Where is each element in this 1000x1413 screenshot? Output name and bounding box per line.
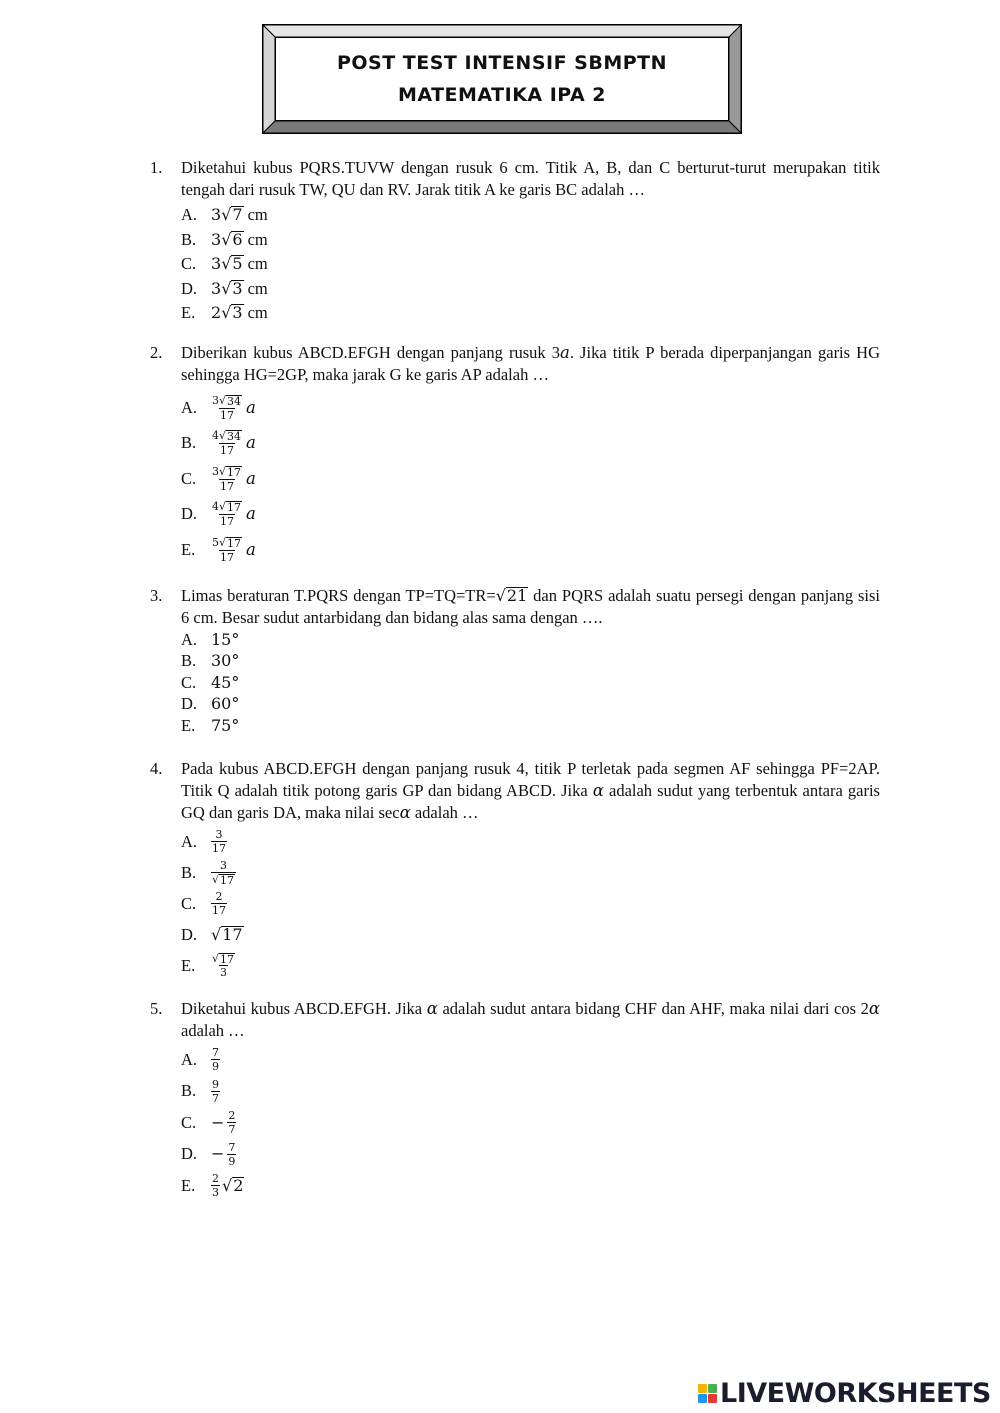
sign: − bbox=[211, 1112, 225, 1132]
option-letter: B. bbox=[181, 229, 197, 249]
text-part: dan PQRS adalah suatu persegi dengan panjang sisi 6 cm. Besar sudut antarbidang dan bidang alas sama dengan …. bbox=[181, 586, 880, 627]
logo-cell bbox=[708, 1384, 717, 1393]
fraction: 3 √ 17 bbox=[212, 858, 235, 887]
unit: cm bbox=[247, 205, 268, 225]
radicand: 17 bbox=[222, 924, 243, 944]
option-value: 15° bbox=[211, 629, 240, 649]
denominator: 17 bbox=[220, 444, 234, 458]
text-part: adalah sudut antara bidang CHF dan AHF, maka nilai dari cos 2 bbox=[437, 999, 869, 1018]
text-part: . Jika titik P berada diperpanjangan garis HG sehingga HG=2GP, maka jarak G ke garis AP adalah … bbox=[181, 343, 881, 384]
option-letter: D. bbox=[181, 924, 198, 944]
page-title: POST TEST INTENSIF SBMPTN bbox=[336, 52, 668, 74]
denominator: 17 bbox=[212, 904, 226, 917]
coefficient: 3 bbox=[211, 229, 222, 249]
math-variable: a bbox=[246, 397, 256, 417]
question-number: 2. bbox=[150, 343, 163, 362]
option-d[interactable] bbox=[181, 919, 880, 950]
numerator: 7 bbox=[228, 1140, 236, 1154]
question-text bbox=[181, 585, 880, 629]
math-variable: a bbox=[246, 504, 256, 524]
option-list bbox=[181, 826, 880, 981]
option-c[interactable] bbox=[181, 1107, 880, 1139]
question-number: 4. bbox=[150, 759, 163, 778]
denominator: 7 bbox=[228, 1123, 236, 1137]
math-variable: a bbox=[559, 343, 570, 362]
option-value: 60° bbox=[211, 694, 240, 714]
sqrt-symbol: √ 6 bbox=[221, 229, 243, 249]
question-number: 3. bbox=[150, 586, 163, 605]
option-list bbox=[181, 1044, 880, 1202]
question-number: 5. bbox=[150, 999, 163, 1018]
math-variable: a bbox=[246, 433, 256, 453]
numerator: 2 bbox=[215, 890, 223, 903]
unit: cm bbox=[247, 303, 268, 323]
option-b[interactable] bbox=[181, 426, 880, 462]
fraction: √ 17 3 bbox=[212, 951, 235, 980]
option-e[interactable] bbox=[181, 1170, 880, 1202]
option-letter: E. bbox=[181, 715, 196, 735]
sqrt-symbol: √ 2 bbox=[222, 1175, 244, 1195]
question-2 bbox=[150, 342, 880, 568]
logo-cell bbox=[698, 1384, 707, 1393]
denominator: 9 bbox=[228, 1154, 236, 1168]
fraction bbox=[211, 1172, 220, 1199]
fraction bbox=[211, 1078, 220, 1105]
numerator: 2 bbox=[228, 1109, 236, 1123]
radicand: 6 bbox=[232, 229, 243, 249]
unit: cm bbox=[247, 278, 268, 298]
denominator: 17 bbox=[212, 842, 226, 855]
logo-text: LIVEWORKSHEETS bbox=[720, 1377, 991, 1409]
question-text bbox=[181, 998, 880, 1042]
radicand: 7 bbox=[232, 205, 243, 225]
fraction bbox=[227, 1109, 236, 1136]
question-3 bbox=[150, 585, 880, 737]
option-letter: D. bbox=[181, 278, 198, 298]
coefficient: 3 bbox=[211, 254, 222, 274]
coefficient: 5 bbox=[212, 535, 219, 549]
text-part: Pada kubus ABCD.EFGH dengan panjang rusuk 4, titik P terletak pada segmen AF sehingga PF=2AP. Titik Q adalah titik potong garis GP dan bidang ABCD. Jika bbox=[181, 759, 880, 800]
option-a[interactable] bbox=[181, 826, 880, 857]
option-letter: B. bbox=[181, 862, 197, 882]
option-d[interactable] bbox=[181, 277, 880, 302]
option-letter: B. bbox=[181, 651, 197, 671]
option-letter: B. bbox=[181, 1081, 197, 1101]
option-value: 75° bbox=[211, 715, 240, 735]
sqrt-symbol: √ 21 bbox=[495, 586, 528, 605]
fraction: 4√ 34 17 bbox=[212, 429, 242, 458]
sqrt-symbol: √ 3 bbox=[221, 278, 243, 298]
option-list bbox=[181, 390, 880, 568]
option-letter: A. bbox=[181, 1049, 198, 1069]
denominator: 7 bbox=[212, 1091, 219, 1105]
math-variable: α bbox=[592, 781, 604, 800]
radicand: 34 bbox=[227, 430, 242, 444]
option-b[interactable] bbox=[181, 651, 880, 673]
option-e[interactable] bbox=[181, 715, 880, 737]
option-letter: A. bbox=[181, 629, 198, 649]
numerator: 3 bbox=[215, 828, 223, 841]
title-inner bbox=[275, 37, 729, 121]
coefficient: 3 bbox=[211, 278, 222, 298]
option-c[interactable] bbox=[181, 461, 880, 497]
logo-cell bbox=[708, 1394, 717, 1403]
option-list bbox=[181, 629, 880, 737]
coefficient: 4 bbox=[212, 500, 219, 514]
option-c[interactable] bbox=[181, 888, 880, 919]
radicand: 17 bbox=[227, 501, 242, 515]
unit: cm bbox=[247, 254, 268, 274]
option-letter: D. bbox=[181, 694, 198, 714]
text-part: adalah sudut yang terbentuk antara garis GQ dan garis DA, maka nilai sec bbox=[181, 781, 880, 822]
option-letter: A. bbox=[181, 397, 198, 417]
radicand: 21 bbox=[506, 586, 528, 605]
question-text: Diketahui kubus PQRS.TUVW dengan rusuk 6 cm. Titik A, B, dan C berturut-turut merupakan titik tengah dari rusuk TW, QU dan RV. Jarak titik A ke garis BC adalah … bbox=[181, 158, 880, 199]
option-a[interactable] bbox=[181, 629, 880, 651]
question-4 bbox=[150, 758, 880, 981]
liveworksheets-logo[interactable] bbox=[698, 1378, 991, 1408]
option-letter: E. bbox=[181, 303, 196, 323]
math-variable: a bbox=[246, 539, 256, 559]
numerator: 7 bbox=[212, 1046, 219, 1060]
text-part: Limas beraturan T.PQRS dengan TP=TQ=TR= bbox=[181, 586, 496, 605]
option-b[interactable] bbox=[181, 228, 880, 253]
question-number: 1. bbox=[150, 158, 163, 177]
denominator: 17 bbox=[220, 550, 234, 564]
option-d[interactable] bbox=[181, 497, 880, 533]
option-letter: E. bbox=[181, 955, 196, 975]
text-part: adalah … bbox=[181, 1021, 245, 1040]
radicand: 5 bbox=[232, 254, 243, 274]
denominator: 3 bbox=[220, 966, 227, 980]
option-a[interactable] bbox=[181, 1044, 880, 1076]
logo-grid-icon bbox=[698, 1384, 717, 1403]
sqrt-symbol: √ 17 bbox=[211, 924, 243, 944]
denominator: 17 bbox=[220, 515, 234, 529]
math-variable: α bbox=[399, 803, 411, 822]
page-subtitle: MATEMATIKA IPA 2 bbox=[397, 84, 607, 106]
denominator: 17 bbox=[220, 408, 234, 422]
coefficient: 3 bbox=[211, 205, 222, 225]
option-letter: D. bbox=[181, 504, 198, 524]
radicand: 3 bbox=[232, 278, 243, 298]
option-letter: C. bbox=[181, 254, 197, 274]
math-variable: α bbox=[426, 999, 438, 1018]
option-list bbox=[181, 203, 880, 326]
fraction: 5√ 17 17 bbox=[212, 535, 242, 564]
question-text bbox=[181, 342, 880, 386]
text-part: Diberikan kubus ABCD.EFGH dengan panjang rusuk 3 bbox=[181, 343, 560, 362]
math-variable: α bbox=[868, 999, 881, 1018]
sqrt-symbol: √ 5 bbox=[221, 254, 243, 274]
question-5 bbox=[150, 998, 880, 1202]
option-letter: C. bbox=[181, 1112, 197, 1132]
option-letter: C. bbox=[181, 468, 197, 488]
radicand: 17 bbox=[227, 536, 242, 550]
radicand: 34 bbox=[227, 394, 242, 408]
option-b[interactable] bbox=[181, 1076, 880, 1108]
option-letter: B. bbox=[181, 433, 197, 453]
unit: cm bbox=[247, 229, 268, 249]
option-a[interactable] bbox=[181, 390, 880, 426]
fraction bbox=[211, 1046, 220, 1073]
option-e[interactable] bbox=[181, 532, 880, 568]
question-1 bbox=[150, 157, 880, 326]
coefficient: 3 bbox=[212, 393, 219, 407]
option-d[interactable] bbox=[181, 1139, 880, 1171]
option-e[interactable] bbox=[181, 950, 880, 981]
option-e[interactable] bbox=[181, 301, 880, 326]
fraction bbox=[211, 828, 227, 855]
sign: − bbox=[211, 1144, 225, 1164]
sqrt-symbol: √ 3 bbox=[221, 303, 243, 323]
option-letter: E. bbox=[181, 539, 196, 559]
option-b[interactable] bbox=[181, 857, 880, 888]
fraction: 3√ 34 17 bbox=[212, 393, 242, 422]
fraction bbox=[227, 1141, 236, 1168]
radicand: 17 bbox=[220, 873, 235, 887]
option-letter: A. bbox=[181, 831, 198, 851]
option-d[interactable] bbox=[181, 694, 880, 716]
denominator: 3 bbox=[212, 1186, 219, 1200]
numerator: 2 bbox=[212, 1172, 219, 1186]
question-text bbox=[181, 758, 880, 824]
numerator: 3 bbox=[220, 858, 227, 872]
option-value: 45° bbox=[211, 672, 240, 692]
radicand: 17 bbox=[227, 465, 242, 479]
text-part: Diketahui kubus ABCD.EFGH. Jika bbox=[181, 999, 427, 1018]
option-value: 30° bbox=[211, 651, 240, 671]
option-c[interactable] bbox=[181, 252, 880, 277]
option-a[interactable] bbox=[181, 203, 880, 228]
math-variable: a bbox=[246, 468, 256, 488]
fraction: 4√ 17 17 bbox=[212, 500, 242, 529]
option-letter: D. bbox=[181, 1144, 198, 1164]
denominator: 9 bbox=[212, 1060, 219, 1074]
option-letter: A. bbox=[181, 205, 198, 225]
coefficient: 4 bbox=[212, 429, 219, 443]
fraction: 3√ 17 17 bbox=[212, 464, 242, 493]
coefficient: 2 bbox=[211, 303, 222, 323]
option-letter: E. bbox=[181, 1175, 196, 1195]
logo-cell bbox=[698, 1394, 707, 1403]
title-box bbox=[262, 24, 742, 134]
radicand: 2 bbox=[233, 1175, 244, 1195]
numerator: 9 bbox=[212, 1077, 219, 1091]
sqrt-symbol: √ 7 bbox=[221, 205, 243, 225]
option-c[interactable] bbox=[181, 672, 880, 694]
denominator: 17 bbox=[220, 479, 234, 493]
radicand: 17 bbox=[220, 952, 235, 966]
option-letter: C. bbox=[181, 893, 197, 913]
radicand: 3 bbox=[232, 303, 243, 323]
option-letter: C. bbox=[181, 672, 197, 692]
fraction bbox=[211, 890, 227, 917]
coefficient: 3 bbox=[212, 464, 219, 478]
text-part: adalah … bbox=[410, 803, 479, 822]
